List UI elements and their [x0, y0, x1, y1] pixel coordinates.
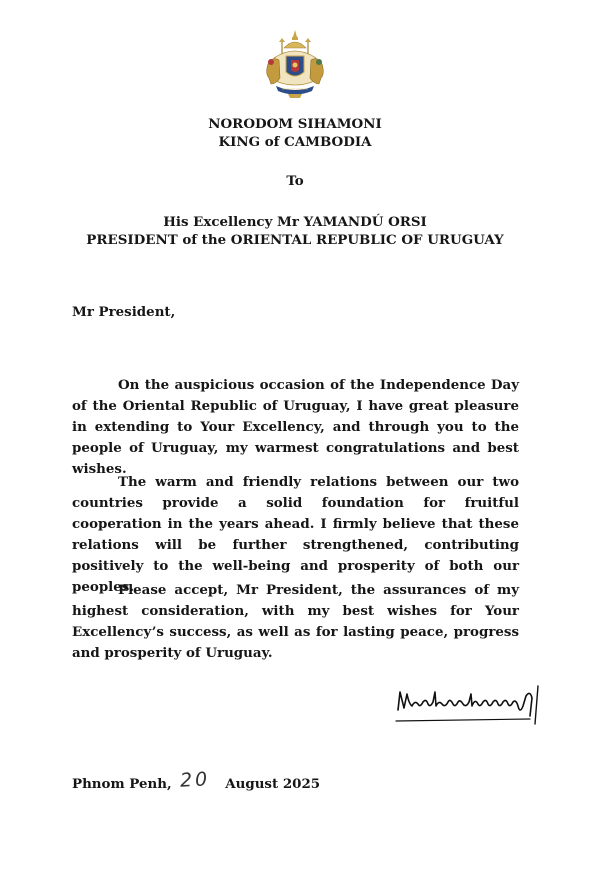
- paragraph-2: The warm and friendly relations between our two countries provide a solid foundation for fruitful cooperation in the years ahead. I firmly believe that these relations will be further strengthened, contributing positively to the well-being and prosperity of both our peoples.: [72, 474, 519, 595]
- sender-title: KING of CAMBODIA: [218, 134, 372, 150]
- handwritten-signature: [390, 680, 550, 730]
- dateline-place: Phnom Penh,: [72, 776, 172, 792]
- recipient-name: His Excellency Mr YAMANDÚ ORSI: [163, 214, 427, 230]
- dateline-day: 20: [179, 768, 212, 792]
- to-label: To: [286, 173, 304, 189]
- paragraph-3: Please accept, Mr President, the assurances of my highest consideration, with my best wishes for Your Excellency’s success, as well as for lasting peace, progress and prosperity of Uruguay.: [72, 582, 519, 661]
- sender-name: NORODOM SIHAMONI: [208, 116, 382, 132]
- sender-block: [0, 115, 590, 151]
- dateline-month-year: August 2025: [225, 776, 321, 792]
- recipient-block: [0, 213, 590, 249]
- dateline: [72, 768, 321, 793]
- royal-coat-of-arms-icon: [262, 28, 328, 100]
- salutation: Mr President,: [72, 304, 176, 320]
- recipient-title: PRESIDENT of the ORIENTAL REPUBLIC OF URUGUAY: [86, 232, 504, 248]
- paragraph-1: On the auspicious occasion of the Independence Day of the Oriental Republic of Uruguay, I have great pleasure in extending to Your Excellency, and through you to the people of Uruguay, my warmest congratulations and best wishes.: [72, 377, 519, 477]
